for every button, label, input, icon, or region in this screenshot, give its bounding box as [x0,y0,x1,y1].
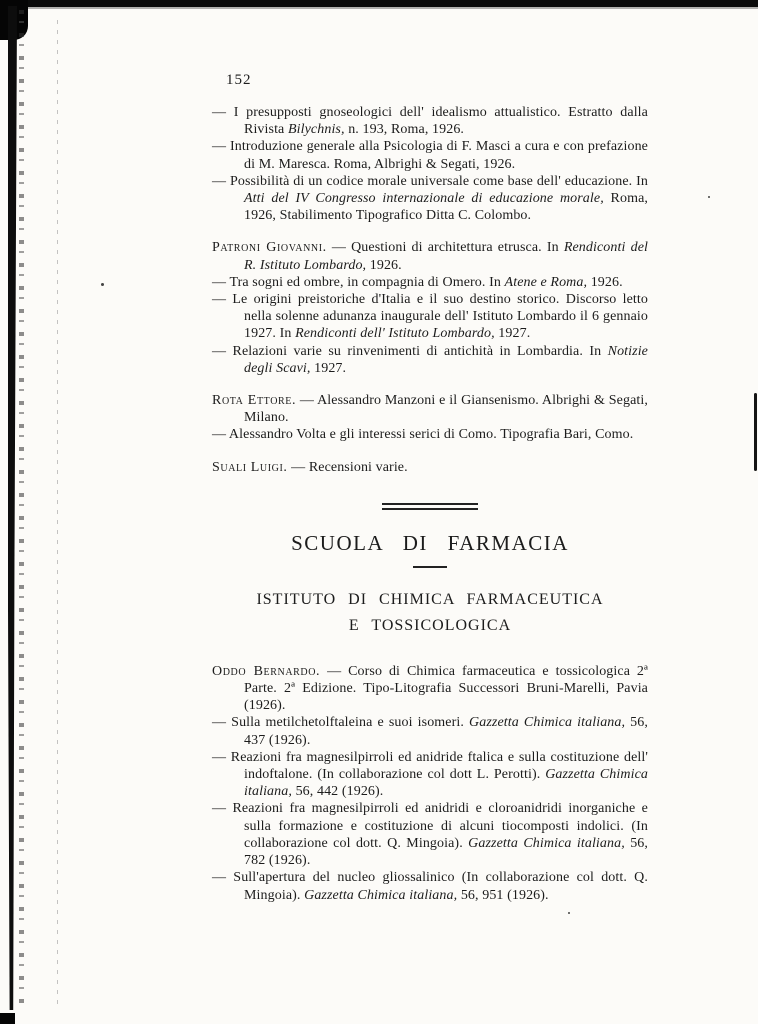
entry-text: — Possibilità di un codice morale universale come base dell' educazione. In [212,173,648,189]
italic-citation: Atti del IV Congresso internazionale di educazione morale, [244,191,604,207]
italic-citation: Gazzetta Chimica italiana, [244,767,648,800]
bibliography-entry [212,173,648,225]
italic-citation: Bilychnis, [287,122,345,138]
scan-speck [568,912,570,914]
author-name: Oddo Bernardo. [212,663,321,679]
institute-heading-line2: E TOSSICOLOGICA [348,616,512,634]
bibliography-entry [212,869,648,903]
entry-text: — Le origini preistoriche d'Italia e il suo destino storico. Discorso letto nella solenne adunanza inaugurale dell' Istituto Lombardo il 6 gennaio 1927. In [212,292,648,342]
italic-citation: Notizie degli Scavi, [244,343,648,376]
bibliography-entry [212,138,648,172]
bibliography-group-rota [212,392,648,444]
entry-text: — Alessandro Manzoni e il Giansenismo. Albrighi & Segati, Milano. [244,393,648,426]
bibliography-entry [212,800,648,869]
scan-left-speckle-artifact [19,10,24,1010]
scan-top-edge-artifact [0,0,758,7]
institute-heading [212,587,648,639]
scan-bottom-corner-artifact [0,1013,15,1024]
page-content [212,72,648,904]
entry-text: 1926. [366,257,402,273]
entry-text: — Alessandro Volta e gli interessi serici di Como. Tipografia Bari, Como. [212,427,634,443]
bibliography-entry [212,714,648,748]
entry-text: — I presupposti gnoseologici dell' idealismo attualistico. Estratto dalla Rivista [212,105,648,138]
bibliography-entry [212,749,648,801]
entry-text: n. 193, Roma, 1926. [344,122,465,138]
institute-heading-line1: ISTITUTO DI CHIMICA FARMACEUTICA [256,590,604,608]
bibliography-entry [212,343,648,377]
entry-text: 56, 951 (1926). [457,887,549,903]
scan-fold-line-artifact [57,20,58,1010]
entry-text: — Sulla metilchetolftaleina e suoi isomeri. [212,715,470,731]
italic-citation: Gazzetta Chimica italiana, [469,715,626,731]
bibliography-entry [212,274,648,291]
italic-citation: Rendiconti del R. Istituto Lombardo, [244,240,648,273]
entry-text: Roma, 1926, Stabilimento Tipografico Ditta C. Colombo. [244,191,648,224]
double-rule-divider [382,503,478,510]
bibliography-entry [212,291,648,343]
bibliography-group-oddo [212,663,648,904]
scan-right-edge-artifact [754,393,757,471]
italic-citation: Rendiconti dell' Istituto Lombardo, [295,326,495,342]
entry-text: 56, 442 (1926). [291,784,384,800]
bibliography-entry [212,392,648,426]
entry-text: 1927. [494,326,531,342]
bibliography-group-patroni [212,239,648,377]
italic-citation: Atene e Roma, [504,274,588,290]
entry-text: — Reazioni fra magnesilpirroli ed anidridi e cloroanidridi inorganiche e sulla formazione e costituzione di alcuni tiocomposti indolici. (In collaborazione col dott. Q. Mingoia). [212,801,648,851]
entry-text: — Recensioni varie. [287,459,408,475]
short-rule-divider [413,566,447,568]
bibliography-group-continuation [212,104,648,224]
entry-text: — Reazioni fra magnesilpirroli ed anidride ftalica e sulla costituzione dell' indoftalone. (In collaborazione col dott L. Perotti). [212,749,648,783]
entry-text: 56, 782 (1926). [244,835,649,869]
bibliography-entry [212,663,648,715]
entry-text: — Relazioni varie su rinvenimenti di antichità in Lombardia. In [212,343,608,359]
scan-left-gutter-artifact [8,6,17,1010]
entry-text: — Sull'apertura del nucleo gliossalinico (In collaborazione col dott. Q. Mingoia). [212,870,648,903]
page-number: 152 [226,72,252,88]
scan-speck [101,283,104,286]
entry-text: — Tra sogni ed ombre, in compagnia di Omero. In [212,274,505,290]
author-name: Suali Luigi. [212,459,288,475]
scan-speck [708,196,710,198]
entry-text: 56, 437 (1926). [244,715,648,748]
entry-text: — Corso di Chimica farmaceutica e tossicologica 2ª Parte. 2ª Edizione. Tipo-Litografia Successori Bruni-Marelli, Pavia (1926). [244,663,648,714]
italic-citation: Gazzetta Chimica italiana, [304,887,458,903]
bibliography-group-suali [212,459,648,476]
bibliography-entry [212,426,648,443]
bibliography-entry [212,104,648,138]
entry-text: — Introduzione generale alla Psicologia di F. Masci a cura e con prefazione di M. Maresca. Roma, Albrighi & Segati, 1926. [212,139,648,172]
entry-text: 1926. [587,274,623,290]
bibliography-entry [212,459,648,476]
bibliography-entry [212,239,648,273]
author-name: Patroni Giovanni. [212,240,327,256]
entry-text: — Questioni di architettura etrusca. In [326,240,564,256]
italic-citation: Gazzetta Chimica italiana, [468,835,625,851]
school-heading: SCUOLA DI FARMACIA [291,530,569,555]
author-name: Rota Ettore. [212,393,297,409]
entry-text: 1927. [310,360,347,376]
